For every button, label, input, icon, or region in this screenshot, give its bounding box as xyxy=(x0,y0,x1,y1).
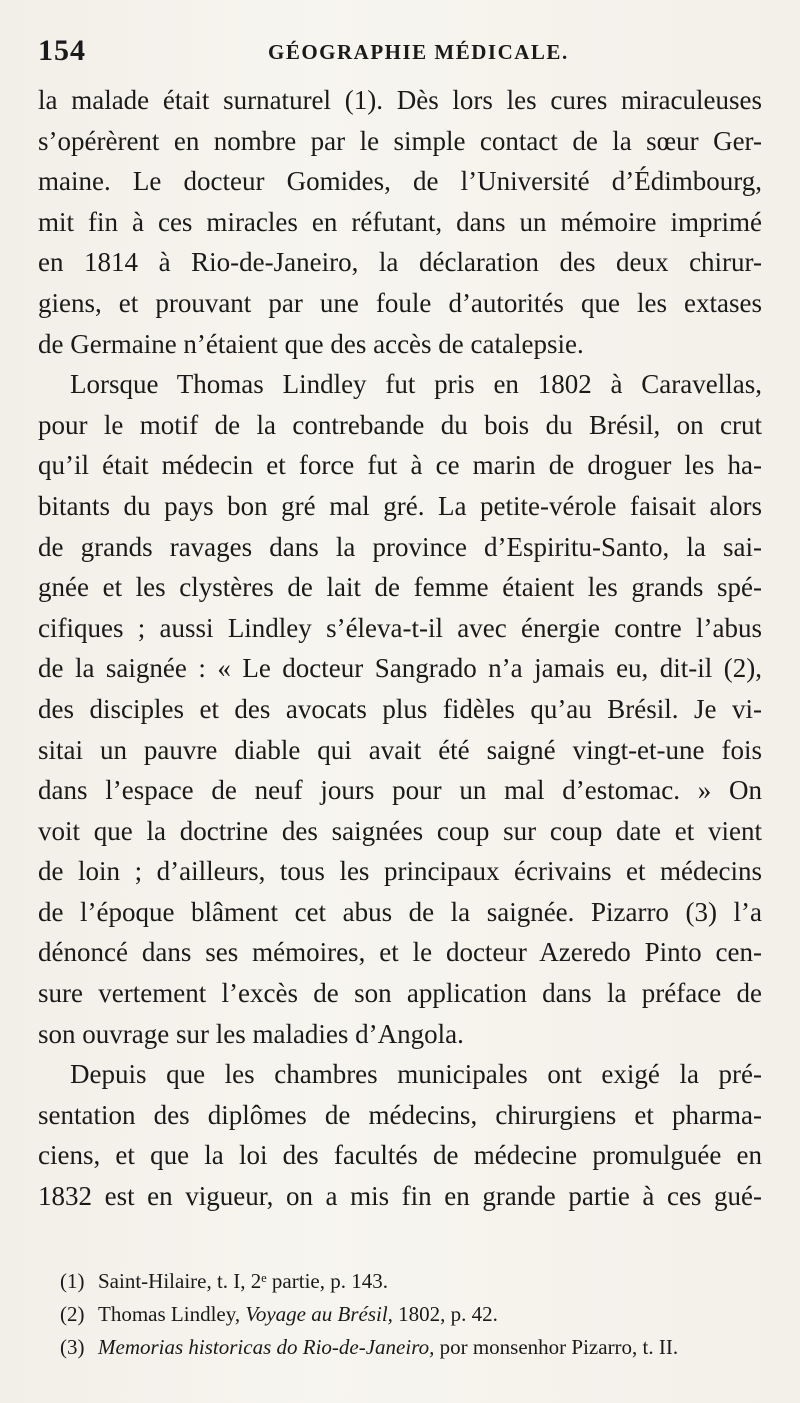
footnote-title: Memorias historicas do Rio-de-Janeiro, xyxy=(98,1335,435,1359)
footnote xyxy=(60,1298,770,1331)
footnote-text-after: 1802, p. 42. xyxy=(392,1302,498,1326)
text-line: en 1814 à Rio-de-Janeiro, la déclaration des deux chirur- xyxy=(38,247,762,278)
text-line: qu’il était médecin et force fut à ce marin de droguer les ha- xyxy=(38,450,762,481)
footnote-title: Voyage au Brésil, xyxy=(245,1302,393,1326)
text-line: sitai un pauvre diable qui avait été saigné vingt-et-une fois xyxy=(38,734,762,765)
body-text xyxy=(38,80,762,1217)
footnote-marker: (3) xyxy=(60,1335,85,1359)
text-line: Depuis que les chambres municipales ont exigé la pré- xyxy=(70,1059,762,1090)
footnote-marker: (2) xyxy=(60,1302,85,1326)
footnote xyxy=(60,1265,770,1298)
text-line: pour le motif de la contrebande du bois du Brésil, on crut xyxy=(38,409,762,440)
page-header xyxy=(38,34,758,74)
text-line: mit fin à ces miracles en réfutant, dans un mémoire imprimé xyxy=(38,206,762,237)
text-line: s’opérèrent en nombre par le simple contact de la sœur Ger- xyxy=(38,125,762,156)
text-line: sentation des diplômes de médecins, chirurgiens et pharma- xyxy=(38,1099,762,1130)
text-line: bitants du pays bon gré mal gré. La petite-vérole faisait alors xyxy=(38,490,762,521)
text-line: maine. Le docteur Gomides, de l’Université d’Édimbourg, xyxy=(38,166,762,197)
text-line: giens, et prouvant par une foule d’autorités que les extases xyxy=(38,287,762,318)
text-line: de la saignée : « Le docteur Sangrado n’a jamais eu, dit-il (2), xyxy=(38,653,762,684)
footnotes xyxy=(60,1265,770,1364)
text-line: de Germaine n’étaient que des accès de catalepsie. xyxy=(38,328,584,359)
running-head: GÉOGRAPHIE MÉDICALE. xyxy=(268,40,569,64)
text-line: des disciples et des avocats plus fidèles qu’au Brésil. Je vi- xyxy=(38,693,762,724)
text-line: 1832 est en vigueur, on a mis fin en grande partie à ces gué- xyxy=(38,1181,762,1212)
text-line: ciens, et que la loi des facultés de médecine promulguée en xyxy=(38,1140,762,1171)
text-line: son ouvrage sur les maladies d’Angola. xyxy=(38,1018,464,1049)
text-line: cifiques ; aussi Lindley s’éleva-t-il avec énergie contre l’abus xyxy=(38,612,762,643)
footnote-text: Saint-Hilaire, t. I, 2ᵉ partie, p. 143. xyxy=(98,1269,388,1293)
text-line: de grands ravages dans la province d’Espiritu-Santo, la sai- xyxy=(38,531,762,562)
text-line: de loin ; d’ailleurs, tous les principaux écrivains et médecins xyxy=(38,856,762,887)
text-line: Lorsque Thomas Lindley fut pris en 1802 à Caravellas, xyxy=(70,369,762,400)
text-line: dans l’espace de neuf jours pour un mal d’estomac. » On xyxy=(38,775,762,806)
footnote-marker: (1) xyxy=(60,1269,85,1293)
footnote-text-after: por monsenhor Pizarro, t. II. xyxy=(434,1335,679,1359)
text-line: gnée et les clystères de lait de femme étaient les grands spé- xyxy=(38,572,762,603)
text-line: la malade était surnaturel (1). Dès lors les cures miraculeuses xyxy=(38,85,762,115)
text-line: dénoncé dans ses mémoires, et le docteur Azeredo Pinto cen- xyxy=(38,937,762,968)
footnote-text: Thomas Lindley, xyxy=(98,1302,246,1326)
page-number: 154 xyxy=(38,34,86,67)
text-line: sure vertement l’excès de son application dans la préface de xyxy=(38,978,762,1009)
text-line: de l’époque blâment cet abus de la saignée. Pizarro (3) l’a xyxy=(38,896,762,927)
text-line: voit que la doctrine des saignées coup sur coup date et vient xyxy=(38,815,762,846)
footnote xyxy=(60,1331,770,1364)
